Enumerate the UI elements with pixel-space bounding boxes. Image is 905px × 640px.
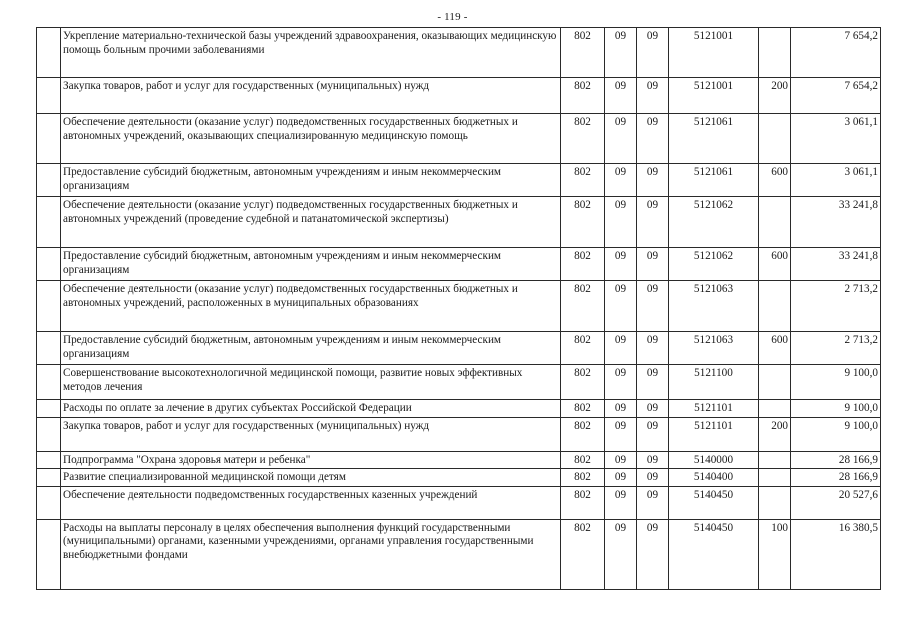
row-index-cell	[37, 164, 61, 197]
row-description: Закупка товаров, работ и услуг для государственных (муниципальных) нужд	[61, 78, 561, 114]
row-target-article: 5121062	[669, 248, 759, 281]
row-target-article: 5121001	[669, 78, 759, 114]
row-description: Подпрограмма "Охрана здоровья матери и ребенка"	[61, 451, 561, 469]
table-row	[37, 365, 881, 400]
table-row	[37, 114, 881, 164]
page-number: - 119 -	[437, 11, 468, 23]
row-description: Расходы на выплаты персоналу в целях обеспечения выполнения функций государственными (муниципальными) органами, казенными учреждениями, органами управления государственными внебюджетными фондами	[61, 519, 561, 589]
row-index-cell	[37, 365, 61, 400]
row-index-cell	[37, 451, 61, 469]
row-ministry-code: 802	[561, 197, 605, 248]
row-amount: 9 100,0	[791, 400, 881, 418]
row-section-code: 09	[605, 248, 637, 281]
table-row	[37, 164, 881, 197]
row-subsection-code: 09	[637, 486, 669, 519]
row-description: Предоставление субсидий бюджетным, автономным учреждениям и иным некоммерческим организациям	[61, 164, 561, 197]
row-ministry-code: 802	[561, 164, 605, 197]
row-expense-type	[759, 197, 791, 248]
row-description: Закупка товаров, работ и услуг для государственных (муниципальных) нужд	[61, 417, 561, 451]
table-row	[37, 451, 881, 469]
row-amount: 2 713,2	[791, 281, 881, 332]
row-expense-type	[759, 114, 791, 164]
table-row	[37, 28, 881, 78]
row-ministry-code: 802	[561, 114, 605, 164]
row-ministry-code: 802	[561, 400, 605, 418]
table-row	[37, 486, 881, 519]
table-row	[37, 78, 881, 114]
row-section-code: 09	[605, 114, 637, 164]
row-index-cell	[37, 197, 61, 248]
row-target-article: 5121063	[669, 332, 759, 365]
row-subsection-code: 09	[637, 197, 669, 248]
row-amount: 7 654,2	[791, 28, 881, 78]
row-section-code: 09	[605, 400, 637, 418]
row-section-code: 09	[605, 365, 637, 400]
row-subsection-code: 09	[637, 281, 669, 332]
row-subsection-code: 09	[637, 78, 669, 114]
row-target-article: 5140000	[669, 451, 759, 469]
row-ministry-code: 802	[561, 519, 605, 589]
row-amount: 28 166,9	[791, 451, 881, 469]
row-index-cell	[37, 486, 61, 519]
row-expense-type: 200	[759, 78, 791, 114]
row-target-article: 5121101	[669, 400, 759, 418]
row-section-code: 09	[605, 469, 637, 487]
row-target-article: 5121100	[669, 365, 759, 400]
row-expense-type	[759, 451, 791, 469]
row-ministry-code: 802	[561, 451, 605, 469]
row-section-code: 09	[605, 519, 637, 589]
row-section-code: 09	[605, 164, 637, 197]
row-target-article: 5140450	[669, 486, 759, 519]
row-description: Обеспечение деятельности (оказание услуг) подведомственных государственных бюджетных и автономных учреждений, расположенных в муниципальных образованиях	[61, 281, 561, 332]
row-amount: 9 100,0	[791, 417, 881, 451]
row-expense-type	[759, 469, 791, 487]
row-amount: 3 061,1	[791, 114, 881, 164]
row-ministry-code: 802	[561, 281, 605, 332]
row-ministry-code: 802	[561, 332, 605, 365]
row-section-code: 09	[605, 332, 637, 365]
row-expense-type: 200	[759, 417, 791, 451]
row-index-cell	[37, 28, 61, 78]
row-target-article: 5140400	[669, 469, 759, 487]
budget-table-body	[37, 28, 881, 590]
table-row	[37, 281, 881, 332]
row-expense-type: 600	[759, 248, 791, 281]
row-section-code: 09	[605, 197, 637, 248]
row-amount: 20 527,6	[791, 486, 881, 519]
row-description: Расходы по оплате за лечение в других субъектах Российской Федерации	[61, 400, 561, 418]
table-row	[37, 469, 881, 487]
row-target-article: 5121101	[669, 417, 759, 451]
row-section-code: 09	[605, 486, 637, 519]
row-expense-type: 100	[759, 519, 791, 589]
row-description: Обеспечение деятельности (оказание услуг) подведомственных государственных бюджетных и автономных учреждений (проведение судебной и патанатомической экспертизы)	[61, 197, 561, 248]
table-row	[37, 197, 881, 248]
row-description: Обеспечение деятельности (оказание услуг) подведомственных государственных бюджетных и автономных учреждений, оказывающих специализированную медицинскую помощь	[61, 114, 561, 164]
budget-table	[36, 27, 881, 590]
row-ministry-code: 802	[561, 486, 605, 519]
row-subsection-code: 09	[637, 519, 669, 589]
table-row	[37, 519, 881, 589]
row-description: Совершенствование высокотехнологичной медицинской помощи, развитие новых эффективных методов лечения	[61, 365, 561, 400]
row-expense-type: 600	[759, 332, 791, 365]
row-target-article: 5140450	[669, 519, 759, 589]
row-subsection-code: 09	[637, 114, 669, 164]
row-ministry-code: 802	[561, 365, 605, 400]
row-section-code: 09	[605, 28, 637, 78]
row-subsection-code: 09	[637, 400, 669, 418]
row-description: Развитие специализированной медицинской помощи детям	[61, 469, 561, 487]
row-expense-type	[759, 365, 791, 400]
row-section-code: 09	[605, 78, 637, 114]
row-amount: 3 061,1	[791, 164, 881, 197]
row-index-cell	[37, 469, 61, 487]
row-amount: 28 166,9	[791, 469, 881, 487]
row-index-cell	[37, 332, 61, 365]
row-index-cell	[37, 281, 61, 332]
row-index-cell	[37, 78, 61, 114]
row-index-cell	[37, 519, 61, 589]
row-ministry-code: 802	[561, 469, 605, 487]
row-target-article: 5121001	[669, 28, 759, 78]
row-ministry-code: 802	[561, 417, 605, 451]
row-ministry-code: 802	[561, 248, 605, 281]
row-expense-type	[759, 281, 791, 332]
row-description: Обеспечение деятельности подведомственных государственных казенных учреждений	[61, 486, 561, 519]
row-target-article: 5121061	[669, 114, 759, 164]
row-index-cell	[37, 400, 61, 418]
row-index-cell	[37, 248, 61, 281]
row-amount: 9 100,0	[791, 365, 881, 400]
row-amount: 16 380,5	[791, 519, 881, 589]
row-index-cell	[37, 114, 61, 164]
table-row	[37, 248, 881, 281]
row-target-article: 5121061	[669, 164, 759, 197]
row-expense-type	[759, 28, 791, 78]
row-target-article: 5121063	[669, 281, 759, 332]
row-subsection-code: 09	[637, 332, 669, 365]
table-row	[37, 332, 881, 365]
row-subsection-code: 09	[637, 469, 669, 487]
row-description: Укрепление материально-технической базы учреждений здравоохранения, оказывающих медицинскую помощь больным прочими заболеваниями	[61, 28, 561, 78]
row-subsection-code: 09	[637, 28, 669, 78]
row-amount: 33 241,8	[791, 248, 881, 281]
row-subsection-code: 09	[637, 248, 669, 281]
row-amount: 2 713,2	[791, 332, 881, 365]
row-subsection-code: 09	[637, 451, 669, 469]
row-description: Предоставление субсидий бюджетным, автономным учреждениям и иным некоммерческим организациям	[61, 332, 561, 365]
table-row	[37, 417, 881, 451]
row-section-code: 09	[605, 451, 637, 469]
table-row	[37, 400, 881, 418]
row-expense-type: 600	[759, 164, 791, 197]
row-index-cell	[37, 417, 61, 451]
row-expense-type	[759, 400, 791, 418]
row-expense-type	[759, 486, 791, 519]
row-subsection-code: 09	[637, 164, 669, 197]
row-ministry-code: 802	[561, 28, 605, 78]
row-subsection-code: 09	[637, 417, 669, 451]
row-section-code: 09	[605, 281, 637, 332]
row-amount: 33 241,8	[791, 197, 881, 248]
row-section-code: 09	[605, 417, 637, 451]
row-description: Предоставление субсидий бюджетным, автономным учреждениям и иным некоммерческим организациям	[61, 248, 561, 281]
row-subsection-code: 09	[637, 365, 669, 400]
row-target-article: 5121062	[669, 197, 759, 248]
row-amount: 7 654,2	[791, 78, 881, 114]
row-ministry-code: 802	[561, 78, 605, 114]
